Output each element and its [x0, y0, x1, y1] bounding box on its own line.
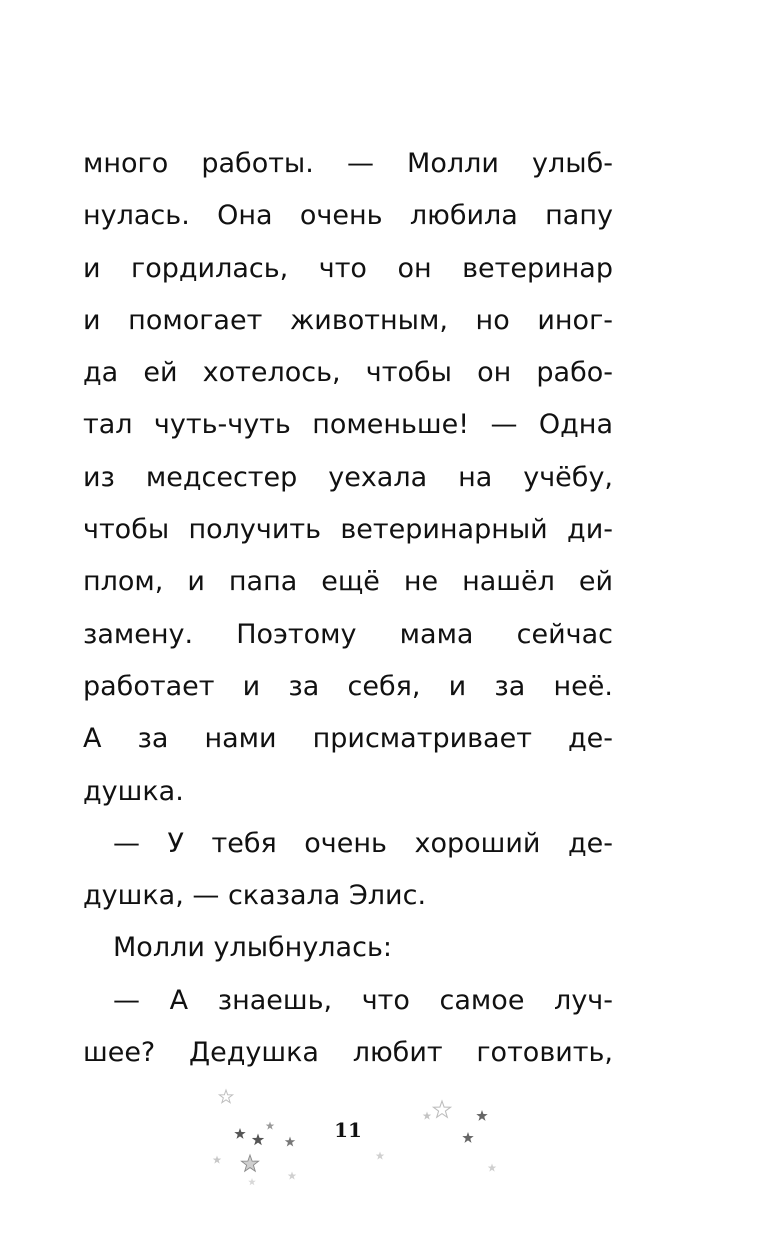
text-line: из медсестер уехала на учёбу, [83, 461, 613, 493]
text-line: работает и за себя, и за неё. [83, 670, 613, 702]
star-icon [376, 1152, 385, 1160]
text-line: — А знаешь, что самое луч- [113, 984, 613, 1016]
star-icon [266, 1122, 275, 1130]
text-line: нулась. Она очень любила папу [83, 200, 613, 232]
body-text [83, 138, 613, 1079]
text-line: А за нами присматривает де- [83, 723, 613, 755]
text-line: — У тебя очень хороший де- [113, 827, 613, 859]
text-line: замену. Поэтому мама сейчас [83, 618, 613, 650]
star-icon [252, 1134, 264, 1146]
decorative-stars-icon [0, 1070, 768, 1190]
star-icon [241, 1155, 258, 1171]
star-icon [288, 1172, 297, 1180]
text-line: и помогает животным, но иног- [83, 304, 613, 336]
star-icon [433, 1101, 450, 1117]
text-line: чтобы получить ветеринарный ди- [83, 514, 613, 546]
star-icon [285, 1137, 295, 1147]
star-icon [423, 1112, 432, 1120]
text-line: много работы. — Молли улыб- [83, 148, 613, 179]
star-icon [234, 1128, 245, 1139]
star-icon [476, 1110, 487, 1121]
star-icon [462, 1132, 473, 1143]
text-line: душка. [83, 775, 184, 807]
text-line: и гордилась, что он ветеринар [83, 252, 613, 284]
star-icon [488, 1164, 497, 1172]
star-icon [219, 1090, 232, 1103]
text-line: да ей хотелось, чтобы он рабо- [83, 357, 613, 389]
star-icon [248, 1178, 256, 1185]
text-line: плом, и папа ещё не нашёл ей [83, 566, 613, 598]
star-icon [213, 1156, 222, 1164]
text-line: тал чуть-чуть поменьше! — Одна [83, 409, 613, 441]
text-line: душка, — сказала Элис. [83, 880, 427, 912]
page-number: 11 [334, 1118, 362, 1142]
text-line: шее? Дедушка любит готовить, [83, 1037, 613, 1069]
page-footer [0, 1070, 768, 1190]
text-line: Молли улыбнулась: [113, 932, 392, 964]
